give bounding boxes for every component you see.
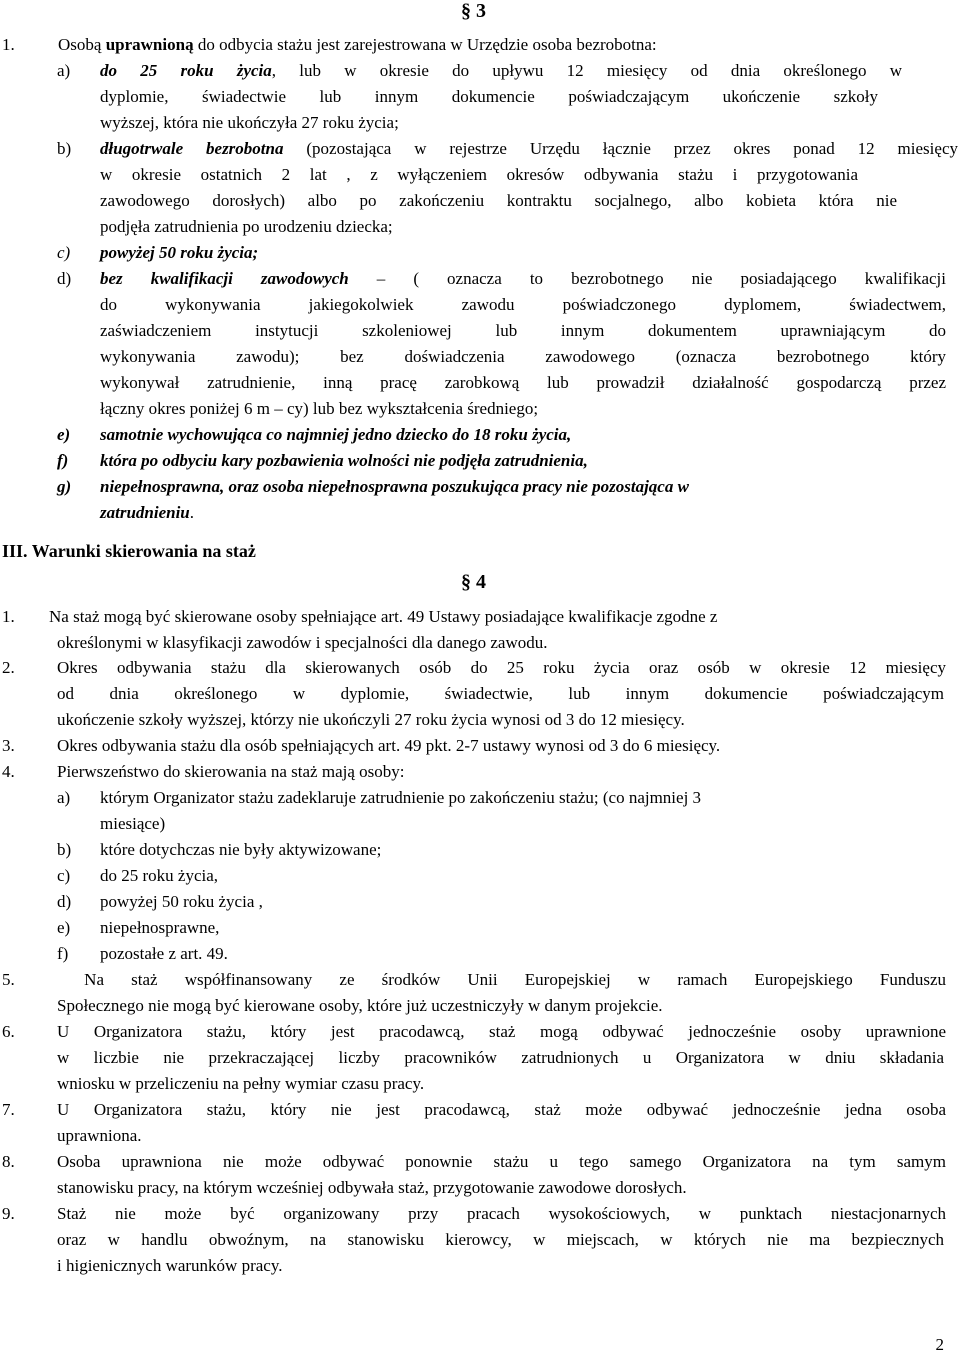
item-label: f) [57,451,69,470]
text: w liczbie nie przekraczającej liczby pracowników zatrudnionych u Organizatora w dniu składania [57,1048,944,1067]
item-label: c) [57,243,71,262]
text: miesiące) [100,814,166,833]
text: U Organizatora stażu, który jest pracodawcą, staż mogą odbywać jednocześnie osoby uprawnione [57,1022,946,1041]
item-label: 9. [2,1204,15,1223]
emphasis-text: która po odbyciu kary pozbawienia wolności nie podjęła zatrudnienia, [100,451,588,470]
text: U Organizatora stażu, który nie jest pracodawcą, staż może odbywać jednocześnie jedna osoba [57,1100,946,1119]
text: do wykonywania jakiegokolwiek zawodu poświadczonego dyplomem, świadectwem, [100,295,946,314]
text: Pierwszeństwo do skierowania na staż mają osoby: [57,762,405,781]
item-label: f) [57,944,69,963]
text: Osoba uprawniona nie może odbywać ponownie stażu u tego samego Organizatora na tym samym [57,1152,946,1171]
text: . [189,503,195,522]
chapter-heading: III. Warunki skierowania na staż [2,541,256,561]
item-label: 8. [2,1152,15,1171]
text: którym Organizator stażu zadeklaruje zatrudnienie po zakończeniu stażu; (co najmniej 3 [100,788,702,807]
text: do 25 roku życia, [100,866,219,885]
text: określonymi w klasyfikacji zawodów i specjalności dla danego zawodu. [57,633,548,652]
section-number: 3 [476,0,486,22]
item-label: e) [57,918,71,937]
text: uprawniona. [57,1126,142,1145]
text: , lub w okresie do upływu 12 miesięcy od dnia określonego w [271,61,903,80]
emphasis-text: do 25 roku życia [100,61,272,80]
item-label: d) [57,269,72,288]
emphasis-text: samotnie wychowująca co najmniej jedno dziecko do 18 roku życia, [100,425,572,444]
text: i higienicznych warunków pracy. [57,1256,283,1275]
text: Okres odbywania stażu dla skierowanych osób do 25 roku życia oraz osób w okresie 12 miesięcy [57,658,946,677]
item-label: c) [57,866,71,885]
text: Społecznego nie mogą być kierowane osoby, które już uczestniczyły w danym projekcie. [57,996,663,1015]
emphasis-text: powyżej 50 roku życia; [100,243,259,262]
text: (pozostająca w rejestrze Urzędu łącznie przez okres ponad 12 miesięcy [283,139,958,158]
item-label: 2. [2,658,15,677]
text: ukończenie szkoły wyższej, którzy nie ukończyli 27 roku życia wynosi od 3 do 12 miesięcy. [57,710,685,729]
section-4-heading [461,571,486,594]
text: w okresie ostatnich 2 lat , z wyłączeniem okresów odbywania stażu i przygotowania [100,165,858,184]
item-label: 5. [2,970,15,989]
text: od dnia określonego w dyplomie, świadectwie, lub innym dokumencie poświadczającym [57,684,944,703]
text: wykonywał zatrudnienie, inną pracę zarobkową lub prowadził działalność gospodarczą przez [100,373,946,392]
item-label: 4. [2,762,15,781]
item-label: 1. [2,607,15,626]
text: stanowisku pracy, na którym wcześniej odbywała staż, przygotowanie zawodowe dorosłych. [57,1178,687,1197]
item-label: b) [57,840,72,859]
text: Okres odbywania stażu dla osób spełniających art. 49 pkt. 2-7 ustawy wynosi od 3 do 6 miesięcy. [57,736,721,755]
text: które dotychczas nie były aktywizowane; [100,840,382,859]
text: Na staż mogą być skierowane osoby spełniające art. 49 Ustawy posiadające kwalifikacje zgodne z [49,607,718,626]
text: łączny okres poniżej 6 m – cy) lub bez wykształcenia średniego; [100,399,539,418]
item-label: d) [57,892,72,911]
item-label: a) [57,788,71,807]
text: do odbycia stażu jest zarejestrowana w Urzędzie osoba bezrobotna: [193,35,657,54]
emphasis-text: długotrwale bezrobotna [100,139,284,158]
emphasis-text: niepełnosprawna, oraz osoba niepełnosprawna poszukująca pracy nie pozostająca w [100,477,689,496]
section-symbol: § [461,571,471,593]
text: zawodowego dorosłych) albo po zakończeniu kontraktu socjalnego, albo kobieta która nie [100,191,897,210]
bold-text: uprawnioną [105,35,194,54]
text: zaświadczeniem instytucji szkoleniowej lub innym dokumentem uprawniającym do [100,321,946,340]
text: dyplomie, świadectwie lub innym dokumencie poświadczającym ukończenie szkoły [100,87,878,106]
item-label: 3. [2,736,15,755]
item-label: 6. [2,1022,15,1041]
text: wyższej, która nie ukończyła 27 roku życia; [100,113,399,132]
text: wniosku w przeliczeniu na pełny wymiar czasu pracy. [57,1074,425,1093]
item-label: e) [57,425,71,444]
section-symbol: § [461,0,471,22]
item-label: 1. [2,35,15,54]
text: podjęła zatrudnienia po urodzeniu dziecka; [100,217,393,236]
text: oraz w handlu obwoźnym, na stanowisku kierowcy, w miejscach, w których nie ma bezpiecznych [57,1230,944,1249]
text: Staż nie może być organizowany przy pracach wysokościowych, w punktach niestacjonarnych [57,1204,946,1223]
section-number: 4 [476,571,486,593]
text: Na staż współfinansowany ze środków Unii Europejskiej w ramach Europejskiego Funduszu [57,970,946,989]
text: niepełnosprawne, [100,918,220,937]
text: powyżej 50 roku życia , [100,892,263,911]
text: wykonywania zawodu); bez doświadczenia zawodowego (oznacza bezrobotnego który [100,347,946,366]
item-label: 7. [2,1100,15,1119]
emphasis-text: zatrudnieniu [100,503,190,522]
text: Osobą [58,35,106,54]
text: pozostałe z art. 49. [100,944,228,963]
item-label: b) [57,139,72,158]
text: – ( oznacza to bezrobotnego nie posiadającego kwalifikacji [348,269,946,288]
page-number: 2 [935,1335,944,1354]
emphasis-text: bez kwalifikacji zawodowych [100,269,349,288]
item-label: a) [57,61,71,80]
item-label: g) [57,477,72,496]
section-3-heading [461,0,486,23]
